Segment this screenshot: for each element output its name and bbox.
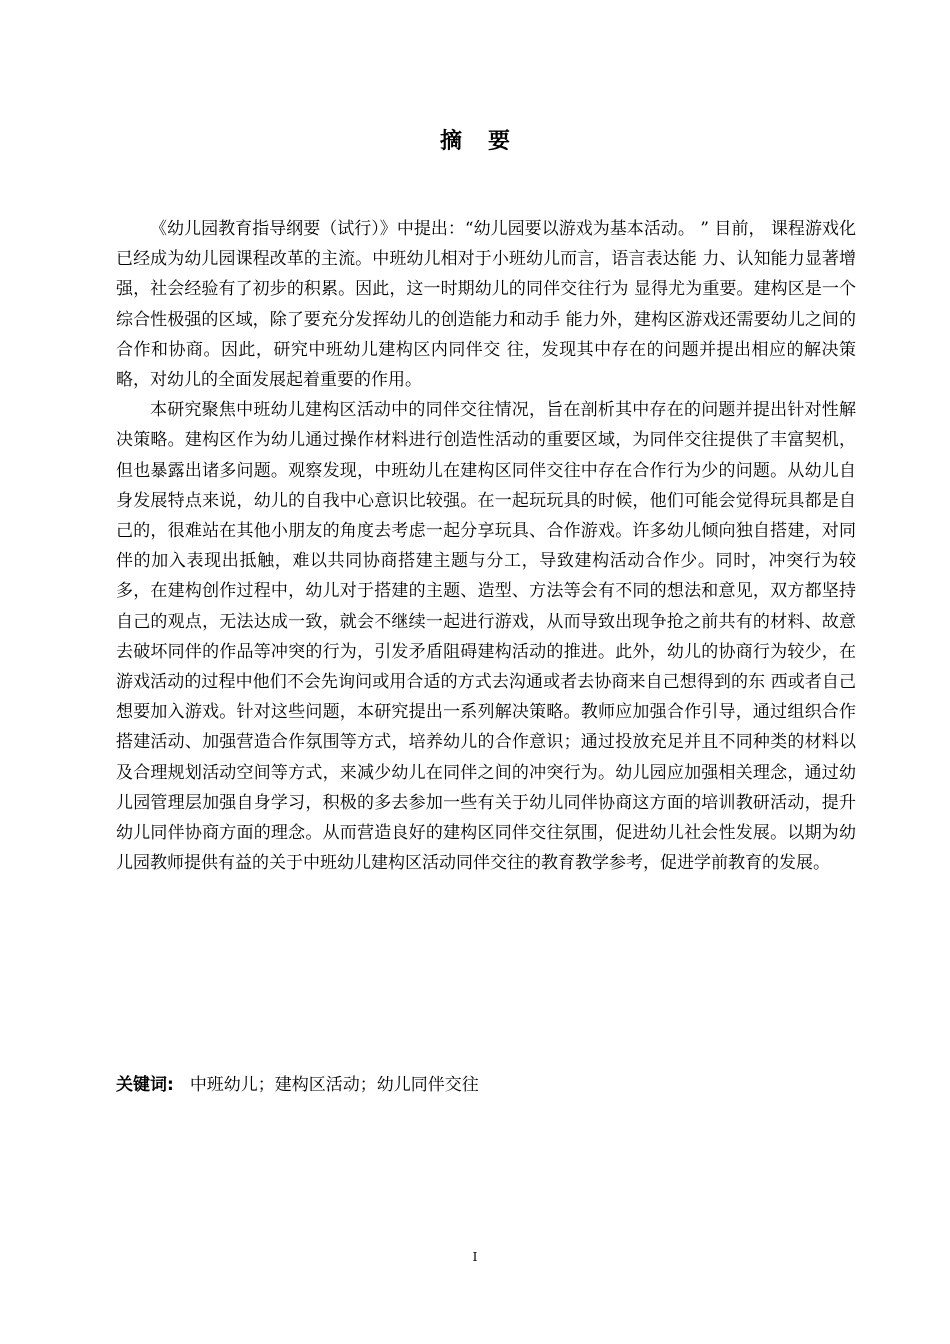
abstract-paragraph-2: 本研究聚焦中班幼儿建构区活动中的同伴交往情况，旨在剖析其中存在的问题并提出针对性解决策略。建构区作为幼儿通过操作材料进行创造性活动的重要区域，为同伴交往提供了丰富契机，但也暴露出诸多问题。观察发现，中班幼儿在建构区同伴交往中存在合作行为少的问题。从幼儿自身发展特点来说，幼儿的自我中心意识比较强。在一起玩玩具的时候，他们可能会觉得玩具都是自己的，很难站在其他小朋友的角度去考虑一起分享玩具、合作游戏。许多幼儿倾向独自搭建，对同伴的加入表现出抵触，难以共同协商搭建主题与分工，导致建构活动合作少。同时，冲突行为较多，在建构创作过程中，幼儿对于搭建的主题、造型、方法等会有不同的想法和意见，双方都坚持自己的观点，无法达成一致，就会不继续一起进行游戏，从而导致出现争抢之前共有的材料、故意去破坏同伴的作品等冲突的行为，引发矛盾阻碍建构活动的推进。此外，幼儿的协商行为较少，在游戏活动的过程中他们不会先询问或用合适的方式去沟通或者去协商来自己想得到的东 西或者自己想要加入游戏。针对这些问题，本研究提出一系列解决策略。教师应加强合作引导，通过组织合作搭建活动、加强营造合作氛围等方式，培养幼儿的合作意识；通过投放充足并且不同种类的材料以及合理规划活动空间等方式，来减少幼儿在同伴之间的冲突行为。幼儿园应加强相关理念，通过幼儿园管理层加强自身学习，积极的多去参加一些有关于幼儿同伴协商这方面的培训教研活动，提升幼儿同伴协商方面的理念。从而营造良好的建构区同伴交往氛围，促进幼儿社会性发展。以期为幼儿园教师提供有益的关于中班幼儿建构区活动同伴交往的教育教学参考，促进学前教育的发展。 <box>116 400 856 874</box>
keywords-line <box>116 1070 479 1095</box>
page-title: 摘要 <box>439 129 536 154</box>
abstract-body <box>116 214 856 878</box>
keywords-values: 中班幼儿；建构区活动；幼儿同伴交往 <box>189 1075 479 1095</box>
page-number: I <box>472 1250 478 1264</box>
keywords-label: 关键词: <box>116 1075 174 1095</box>
abstract-paragraph-1: 《幼儿园教育指导纲要（试行）》中提出：“幼儿园要以游戏为基本活动。 ” 目前， 课程游戏化已经成为幼儿园课程改革的主流。中班幼儿相对于小班幼儿而言，语言表达能 力、认知能力显著增强，社会经验有了初步的积累。因此，这一时期幼儿的同伴交往行为 显得尤为重要。建构区是一个综合性极强的区域，除了要充分发挥幼儿的创造能力和动手 能力外，建构区游戏还需要幼儿之间的合作和协商。因此，研究中班幼儿建构区内同伴交 往，发现其中存在的问题并提出相应的解决策略，对幼儿的全面发展起着重要的作用。 <box>116 219 856 391</box>
